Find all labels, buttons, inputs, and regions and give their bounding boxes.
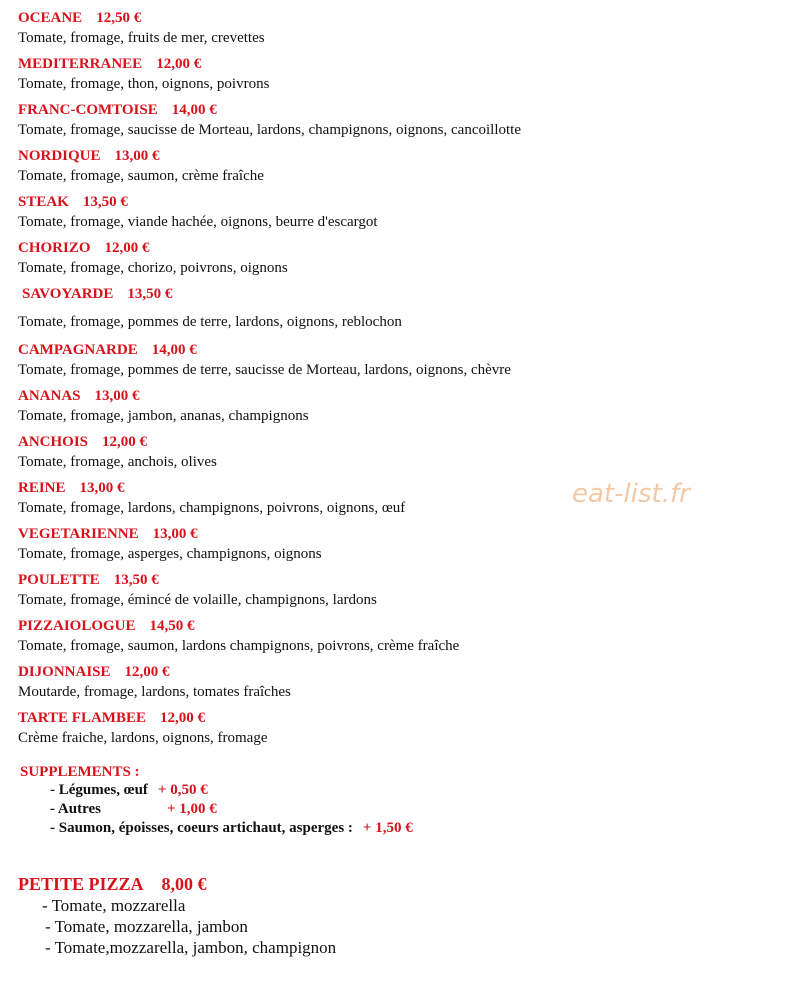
pizza-price: 13,00 €	[94, 388, 140, 404]
pizza-description: Tomate, fromage, anchois, olives	[18, 454, 217, 470]
pizza-price: 13,50 €	[113, 572, 159, 588]
pizza-price: 14,50 €	[149, 618, 195, 634]
pizza-name: PIZZAIOLOGUE	[18, 618, 136, 634]
menu-item	[18, 284, 402, 332]
pizza-description: Tomate, fromage, émincé de volaille, champignons, lardons	[18, 592, 377, 608]
pizza-description: Tomate, fromage, fruits de mer, crevettes	[18, 30, 265, 46]
pizza-price: 13,00 €	[114, 148, 160, 164]
pizza-description: Crème fraiche, lardons, oignons, fromage	[18, 730, 268, 746]
pizza-description: Tomate, fromage, viande hachée, oignons, beurre d'escargot	[18, 214, 378, 230]
supplement-row	[50, 819, 413, 838]
menu-item	[18, 8, 265, 48]
pizza-price: 12,00 €	[156, 56, 202, 72]
menu-item	[18, 54, 269, 94]
pizza-name: REINE	[18, 480, 66, 496]
pizza-name: ANCHOIS	[18, 434, 89, 450]
pizza-description: Tomate, fromage, lardons, champignons, poivrons, oignons, œuf	[18, 500, 406, 516]
pizza-price: 13,00 €	[79, 480, 125, 496]
pizza-name: MEDITERRANEE	[18, 56, 143, 72]
supplement-price: + 0,50 €	[157, 782, 208, 798]
pizza-price: 14,00 €	[171, 102, 217, 118]
menu-item	[18, 662, 291, 702]
pizza-description: Tomate, fromage, pommes de terre, saucisse de Morteau, lardons, oignons, chèvre	[18, 362, 511, 378]
supplement-label: - Autres	[50, 801, 101, 817]
pizza-price: 12,50 €	[96, 10, 142, 26]
pizza-description: Tomate, fromage, saumon, lardons champignons, poivrons, crème fraîche	[18, 638, 460, 654]
menu-item	[18, 146, 264, 186]
watermark: eat-list.fr	[572, 479, 690, 509]
petite-pizza-option: - Tomate, mozzarella	[42, 896, 186, 915]
pizza-description: Tomate, fromage, asperges, champignons, oignons	[18, 546, 322, 562]
pizza-name: SAVOYARDE	[22, 286, 114, 302]
supplements-title: SUPPLEMENTS :	[20, 764, 140, 780]
petite-pizza-heading	[18, 872, 207, 896]
pizza-price: 13,50 €	[127, 286, 173, 302]
pizza-name: ANANAS	[18, 388, 81, 404]
pizza-price: 12,00 €	[102, 434, 148, 450]
petite-pizza-name: PETITE PIZZA	[18, 874, 144, 894]
menu-item	[18, 524, 322, 564]
menu-item	[18, 432, 217, 472]
pizza-price: 12,00 €	[124, 664, 170, 680]
pizza-description: Moutarde, fromage, lardons, tomates fraîches	[18, 684, 291, 700]
menu-item	[18, 192, 378, 232]
pizza-description: Tomate, fromage, saumon, crème fraîche	[18, 168, 264, 184]
supplement-price: + 1,50 €	[362, 820, 413, 836]
supplement-row	[50, 781, 208, 800]
menu-item	[18, 708, 268, 748]
pizza-price: 12,00 €	[104, 240, 150, 256]
pizza-description: Tomate, fromage, saucisse de Morteau, lardons, champignons, oignons, cancoillotte	[18, 122, 521, 138]
pizza-name: TARTE FLAMBEE	[18, 710, 146, 726]
petite-pizza-option: - Tomate, mozzarella, jambon	[45, 917, 248, 936]
petite-pizza-option: - Tomate,mozzarella, jambon, champignon	[45, 938, 337, 957]
pizza-name: CAMPAGNARDE	[18, 342, 138, 358]
menu-item	[18, 478, 405, 518]
pizza-name: CHORIZO	[18, 240, 91, 256]
pizza-name: NORDIQUE	[18, 148, 101, 164]
menu-item	[18, 386, 309, 426]
pizza-description: Tomate, fromage, pommes de terre, lardons, oignons, reblochon	[18, 314, 402, 330]
pizza-price: 12,00 €	[159, 710, 205, 726]
supplement-label: - Légumes, œuf	[50, 782, 148, 798]
pizza-name: DIJONNAISE	[18, 664, 111, 680]
petite-pizza-price: 8,00 €	[161, 874, 207, 894]
pizza-name: POULETTE	[18, 572, 100, 588]
pizza-name: OCEANE	[18, 10, 83, 26]
pizza-description: Tomate, fromage, thon, oignons, poivrons	[18, 76, 270, 92]
pizza-price: 13,50 €	[82, 194, 128, 210]
menu-item	[18, 340, 511, 380]
supplement-label: - Saumon, époisses, coeurs artichaut, asperges :	[50, 820, 353, 836]
menu-item	[18, 616, 459, 656]
menu-item	[18, 570, 377, 610]
pizza-name: FRANC-COMTOISE	[18, 102, 158, 118]
pizza-price: 13,00 €	[152, 526, 198, 542]
menu-item	[18, 100, 521, 140]
menu-item	[18, 238, 288, 278]
supplement-price: + 1,00 €	[166, 801, 217, 817]
pizza-price: 14,00 €	[151, 342, 197, 358]
pizza-name: STEAK	[18, 194, 69, 210]
pizza-description: Tomate, fromage, jambon, ananas, champignons	[18, 408, 309, 424]
pizza-description: Tomate, fromage, chorizo, poivrons, oignons	[18, 260, 288, 276]
supplement-row	[50, 800, 217, 819]
pizza-name: VEGETARIENNE	[18, 526, 139, 542]
